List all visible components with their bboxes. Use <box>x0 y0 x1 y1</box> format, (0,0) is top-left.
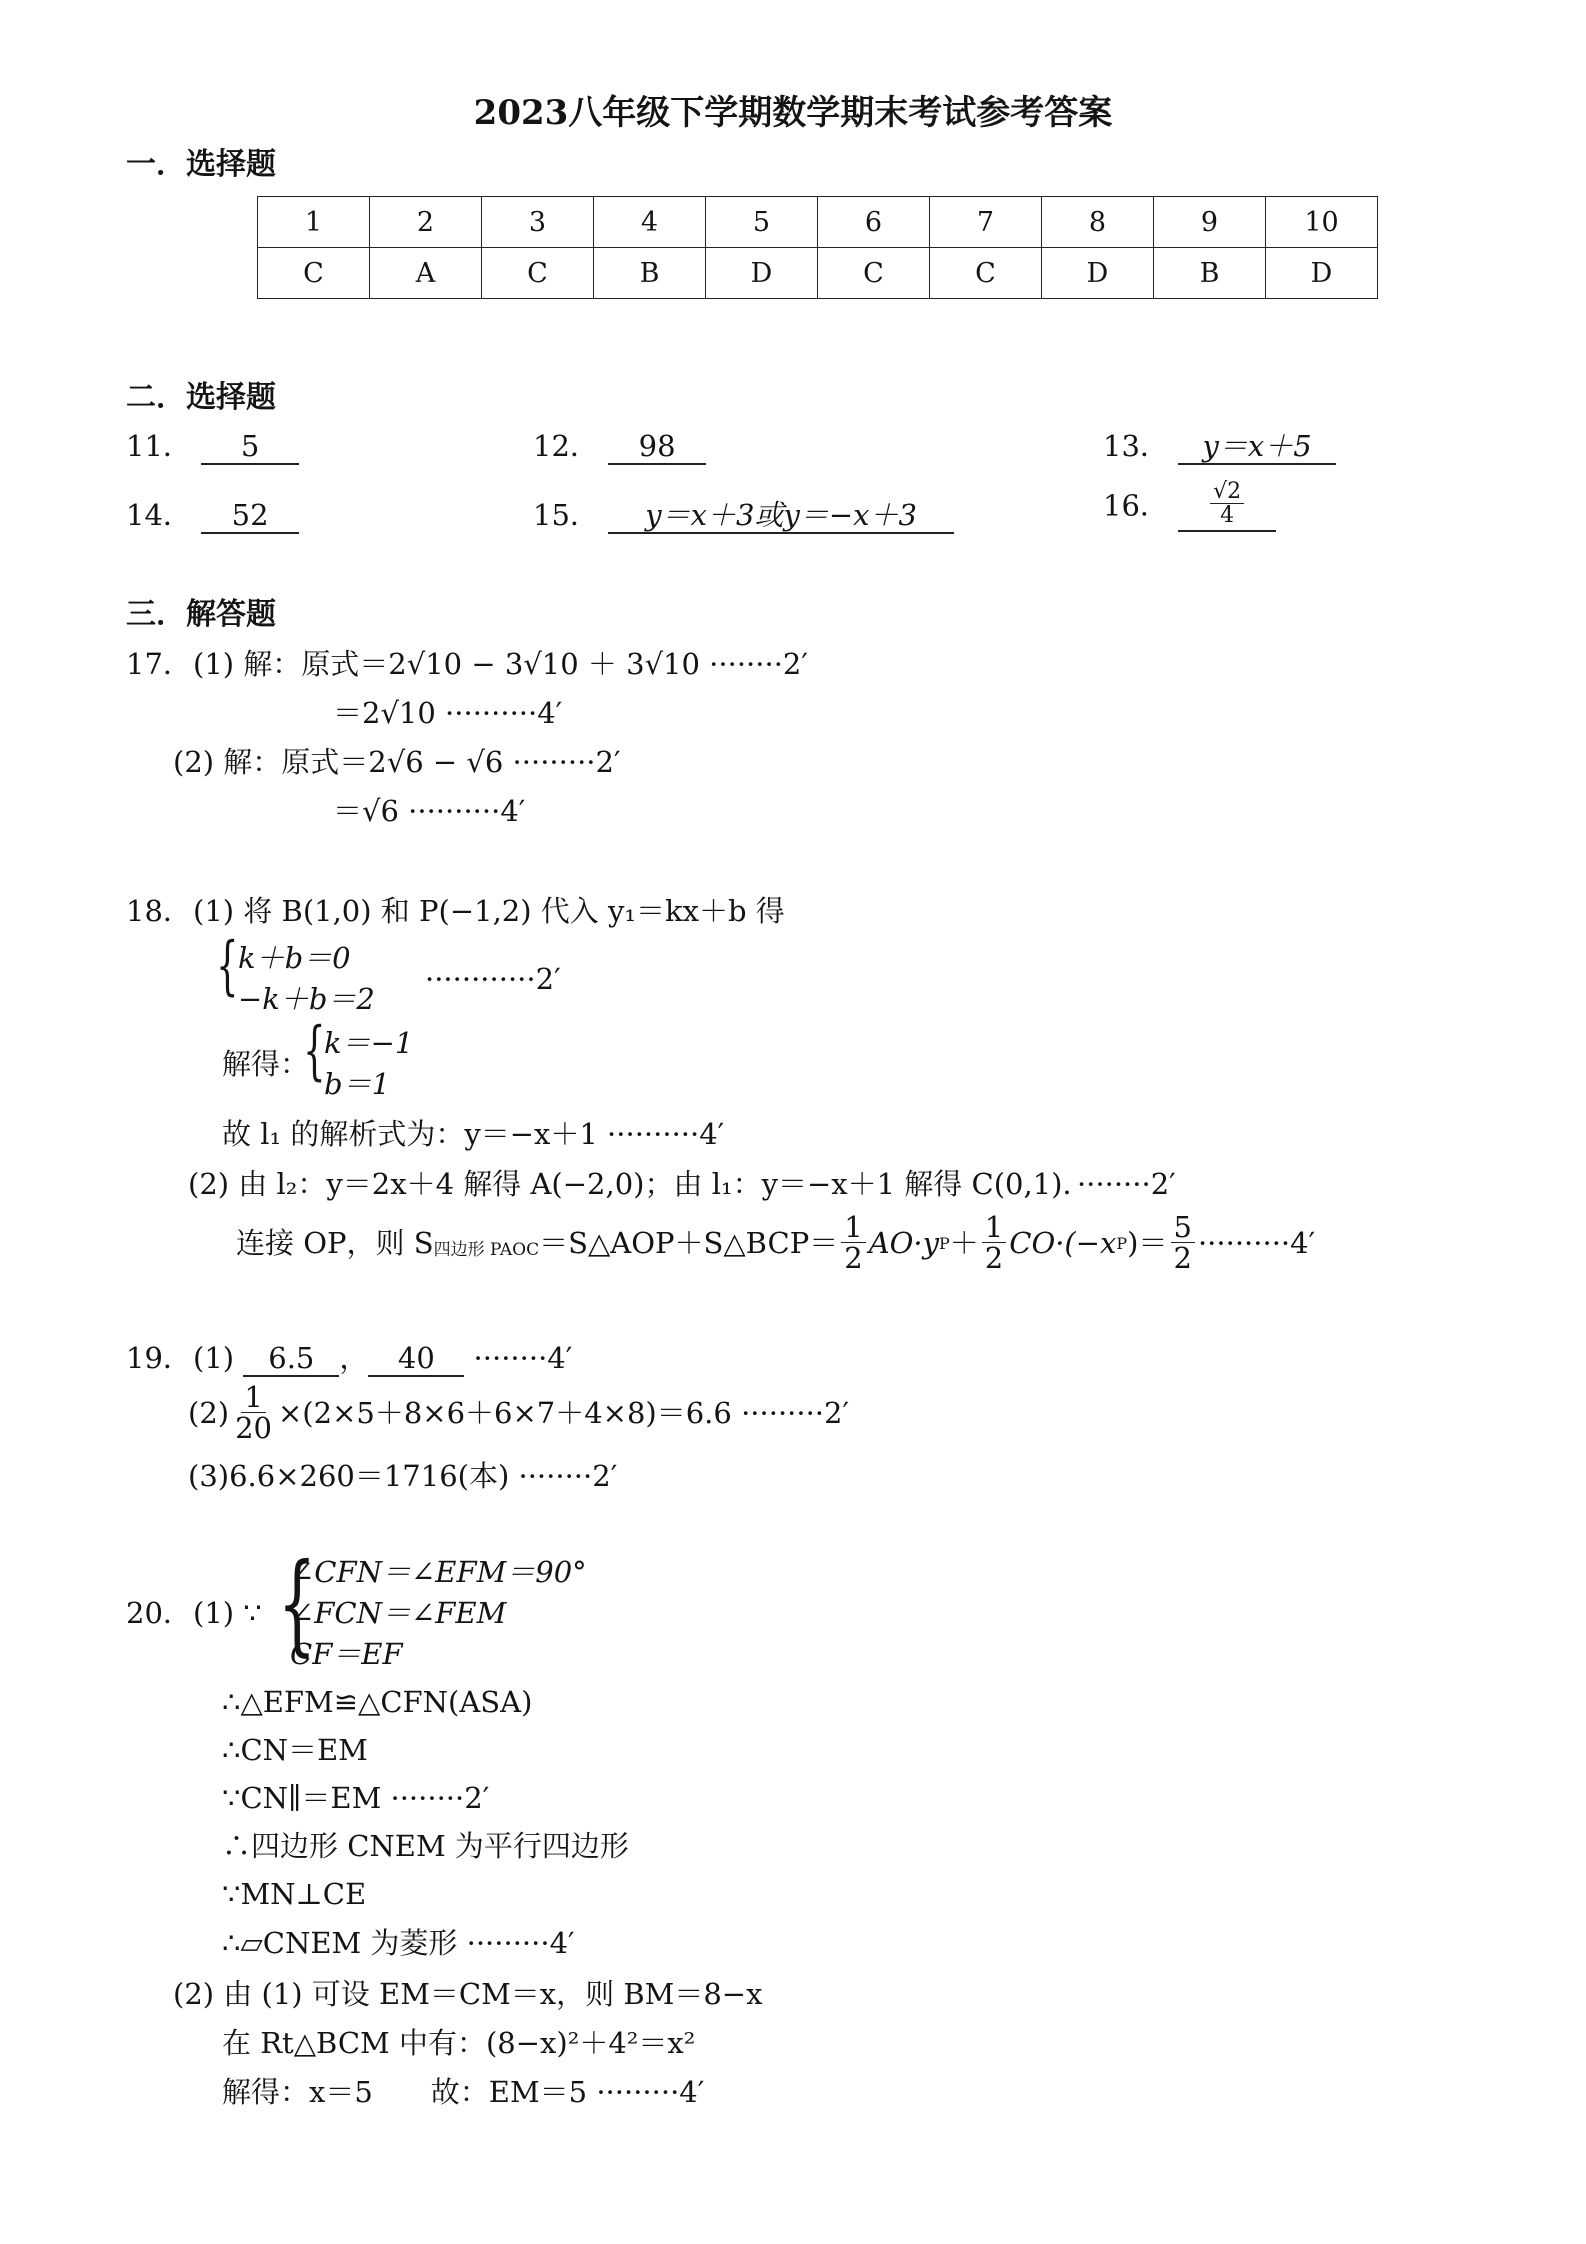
separator: ， <box>339 1341 369 1375</box>
q18-line-4: 故 l₁ 的解析式为：y＝−x＋1 ··········4′ <box>222 1117 725 1151</box>
section-heading-fill: 二．选择题 <box>126 380 276 415</box>
question-number: 14． <box>126 498 192 532</box>
q12 <box>533 429 706 465</box>
q18-line-5: (2) 由 l₂：y＝2x＋4 解得 A(−2,0)；由 l₁：y＝−x＋1 解得 C(0,1)．········2′ <box>188 1167 1176 1201</box>
fraction-denominator: 2 <box>844 1241 863 1276</box>
fraction-numerator: √2 <box>1210 480 1244 504</box>
table-cell: 3 <box>482 197 594 248</box>
table-cell: 1 <box>258 197 370 248</box>
answer-blank: 52 <box>201 501 299 534</box>
fraction-sqrt2-over-4 <box>1210 480 1244 528</box>
q18-line-solve-label: 解得： <box>222 1047 310 1081</box>
fraction-denominator: 20 <box>235 1411 272 1446</box>
table-cell: 6 <box>818 197 930 248</box>
q18-system-1-score: ············2′ <box>425 962 561 996</box>
question-number: 15． <box>533 498 599 532</box>
table-cell: C <box>258 248 370 299</box>
q18-number: 18． <box>126 894 192 928</box>
q20-line-9: 在 Rt△BCM 中有：(8−x)²＋4²＝x² <box>222 2026 696 2060</box>
q17-line-3: (2) 解：原式＝2√6 − √6 ·········2′ <box>173 745 621 779</box>
question-number: 11． <box>126 429 192 463</box>
q17-line-4: ＝√6 ··········4′ <box>333 794 526 828</box>
section-heading-choice: 一．选择题 <box>126 147 276 182</box>
fraction-one-twentieth <box>232 1382 275 1445</box>
fraction-numerator: 1 <box>841 1212 865 1243</box>
fraction-denominator: 4 <box>1220 503 1235 529</box>
fraction-five-halves <box>1171 1212 1195 1275</box>
answer-blank: y＝x＋3或y＝−x＋3 <box>608 501 954 534</box>
q20-line-2: ∴△EFM≌△CFN(ASA) <box>222 1685 533 1719</box>
fraction-numerator: 5 <box>1171 1212 1195 1243</box>
q20-line-6: ∵MN⊥CE <box>222 1877 367 1911</box>
answer-blank: 40 <box>368 1344 464 1377</box>
q20-brace-line-2: ∠FCN＝∠FEM <box>290 1596 507 1630</box>
q19-line-3: (3)6.6×260＝1716(本) ········2′ <box>188 1459 618 1493</box>
answer-table-number-row <box>258 197 1378 248</box>
fraction-one-half <box>841 1212 865 1275</box>
table-cell: D <box>1266 248 1378 299</box>
q20-line-4: ∵CN∥＝EM ········2′ <box>222 1781 490 1815</box>
q18-line-6-text-a: 连接 OP，则 S <box>236 1226 434 1261</box>
q18-line-6: 连接 OP，则 S $_{四边形 PAOC}$ ＝S△AOP＋S△BCP＝ $\frac{1}{2}$ AO·y P ＋ $\frac{1}{2}$ CO·(−x P )＝ $\frac{5}{2}$ ··········4′ <box>236 1210 1316 1276</box>
q20-brace-line-1: ∠CFN＝∠EFM＝90° <box>290 1555 587 1589</box>
answer-table <box>257 196 1378 299</box>
q18-system-2-eq-a: k＝−1 <box>324 1026 414 1060</box>
q18-line-6-text-e: CO·(−x <box>1009 1226 1117 1261</box>
q20-line-8: (2) 由 (1) 可设 EM＝CM＝x，则 BM＝8−x <box>173 1977 763 2011</box>
q18-system-1-eq-a: k＋b＝0 <box>238 941 351 975</box>
answer-blank: 6.5 <box>243 1344 339 1377</box>
fraction-denominator: 2 <box>1173 1241 1192 1276</box>
q20-line-5: ∴四边形 CNEM 为平行四边形 <box>222 1829 629 1863</box>
q19-number: 19． <box>126 1341 192 1375</box>
section-heading-solve: 三．解答题 <box>126 597 276 632</box>
table-cell: 9 <box>1154 197 1266 248</box>
table-cell: 2 <box>370 197 482 248</box>
answer-blank <box>1178 480 1276 532</box>
question-number: 13． <box>1103 429 1169 463</box>
q20-line-10: 解得：x＝5 故：EM＝5 ·········4′ <box>222 2075 705 2109</box>
table-cell: C <box>930 248 1042 299</box>
answer-blank: 5 <box>201 432 299 465</box>
table-cell: B <box>1154 248 1266 299</box>
answer-blank: 98 <box>608 432 706 465</box>
table-cell: C <box>482 248 594 299</box>
q17-number: 17． <box>126 647 192 681</box>
q18-line-6-text-d: ＋ <box>949 1226 979 1261</box>
q20-line-1-prefix: (1) ∵ <box>193 1596 262 1630</box>
q19-part-label: (2) <box>188 1396 230 1431</box>
q19-line-2 <box>188 1382 849 1445</box>
q18-line-6-text-b: ＝S△AOP＋S△BCP＝ <box>539 1226 839 1261</box>
question-number: 16． <box>1103 488 1169 523</box>
q18-line-6-subscript: 四边形 PAOC <box>433 1240 540 1261</box>
q18-system-1-eq-b: −k＋b＝2 <box>238 982 375 1016</box>
table-cell: B <box>594 248 706 299</box>
q19-line-2-rest: ×(2×5＋8×6＋6×7＋4×8)＝6.6 ·········2′ <box>278 1396 850 1431</box>
q18-system-brace-2: { <box>303 1014 326 1088</box>
q20-brace: { <box>277 1539 317 1667</box>
q17-line-2: ＝2√10 ··········4′ <box>333 696 563 730</box>
table-cell: A <box>370 248 482 299</box>
table-cell: 7 <box>930 197 1042 248</box>
table-cell: 8 <box>1042 197 1154 248</box>
q18-line-6-text-f: )＝ <box>1127 1226 1168 1261</box>
answer-blank: y＝x＋5 <box>1178 432 1336 465</box>
q20-line-3: ∴CN＝EM <box>222 1733 368 1767</box>
q19-line-1 <box>193 1341 573 1377</box>
q18-line-6-text-c: AO·y <box>868 1226 940 1261</box>
q20-brace-line-3: CF＝EF <box>290 1637 403 1671</box>
table-cell: 5 <box>706 197 818 248</box>
score-marker: ········4′ <box>473 1341 573 1375</box>
fraction-numerator: 1 <box>982 1212 1006 1243</box>
q20-number: 20． <box>126 1596 192 1630</box>
table-cell: 4 <box>594 197 706 248</box>
q16 <box>1103 480 1276 532</box>
table-cell: 10 <box>1266 197 1378 248</box>
q20-line-7: ∴▱CNEM 为菱形 ·········4′ <box>222 1926 575 1960</box>
table-cell: D <box>706 248 818 299</box>
q17-line-1: (1) 解：原式＝2√10 − 3√10 ＋ 3√10 ········2′ <box>193 647 808 681</box>
q11 <box>126 429 299 465</box>
q15 <box>533 498 954 534</box>
q18-system-2-eq-b: b＝1 <box>324 1067 391 1101</box>
question-number: 12． <box>533 429 599 463</box>
q13 <box>1103 429 1336 465</box>
q18-line-1: (1) 将 B(1,0) 和 P(−1,2) 代入 y₁＝kx＋b 得 <box>193 894 785 928</box>
fraction-denominator: 2 <box>984 1241 1004 1276</box>
q18-system-brace-1: { <box>216 929 239 1003</box>
answer-table-answer-row <box>258 248 1378 299</box>
q19-part-label: (1) <box>193 1341 235 1375</box>
table-cell: D <box>1042 248 1154 299</box>
table-cell: C <box>818 248 930 299</box>
q18-line-6-score: ··········4′ <box>1197 1226 1316 1261</box>
q14 <box>126 498 299 534</box>
page-title: 2023八年级下学期数学期末考试参考答案 <box>473 93 1113 133</box>
fraction-one-half <box>982 1212 1006 1275</box>
fraction-numerator: 1 <box>241 1382 265 1413</box>
